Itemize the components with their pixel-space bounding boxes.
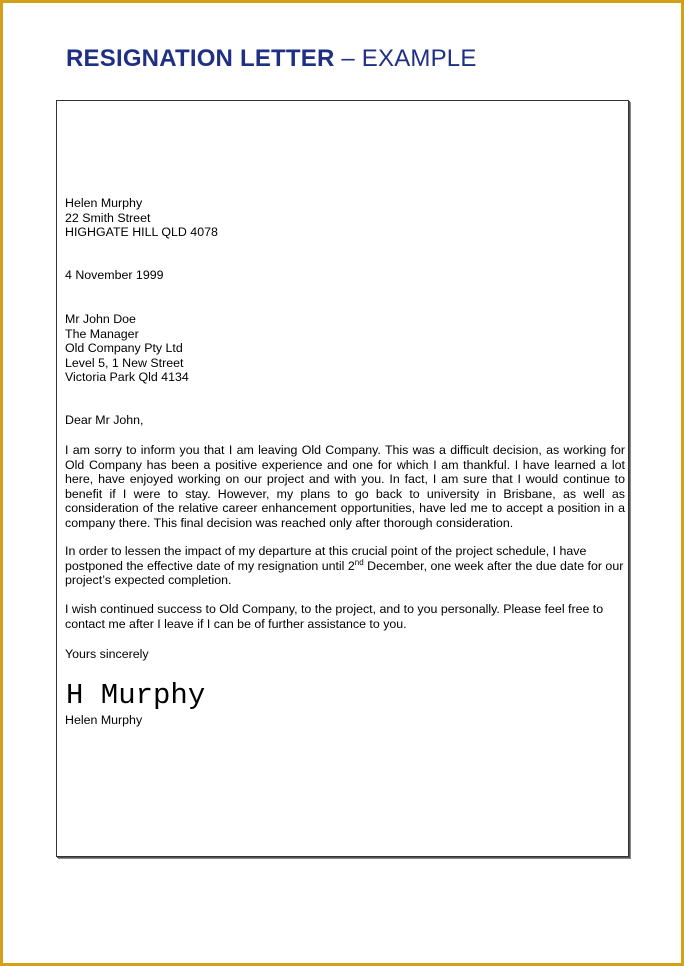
page-title [66,45,477,73]
paragraph-2-text-start: In order to lessen the impact of my departure at this crucial point of the project schedule, I have postponed the effective date of my resignation until 2 [65,544,587,573]
signature: H Murphy [66,679,206,712]
body-paragraph-1: I am sorry to inform you that I am leaving Old Company. This was a difficult decision, as working for Old Company has been a positive experience and one for which I am thankful. I have learned a lot here, have enjoyed working on our project and with you. In fact, I am sure that I would continue to benefit if I were to stay. However, my plans to go back to university in Brisbane, as well as consideration of the relative career enhancement opportunities, have led me to accept a position in a company there. This final decision was reached only after thorough consideration. [65,443,625,530]
sender-address: Helen Murphy 22 Smith Street HIGHGATE HILL QLD 4078 [65,196,218,240]
paragraph-2-text-end: December, one week after the due date for our project’s expected completion. [65,558,624,588]
letter-date: 4 November 1999 [65,268,164,282]
salutation: Dear Mr John, [65,413,144,427]
signed-name: Helen Murphy [65,713,143,727]
title-suffix: – EXAMPLE [334,45,477,72]
closing: Yours sincerely [65,647,149,661]
body-paragraph-3: I wish continued success to Old Company, to the project, and to you personally. Please feel free to contact me after I leave if I can be of further assistance to you. [65,602,604,631]
title-main: RESIGNATION LETTER [66,45,335,72]
body-paragraph-2 [65,544,625,588]
ordinal-suffix: nd [354,557,364,567]
recipient-address: Mr John Doe The Manager Old Company Pty Ltd Level 5, 1 New Street Victoria Park Qld 4134 [65,312,189,385]
